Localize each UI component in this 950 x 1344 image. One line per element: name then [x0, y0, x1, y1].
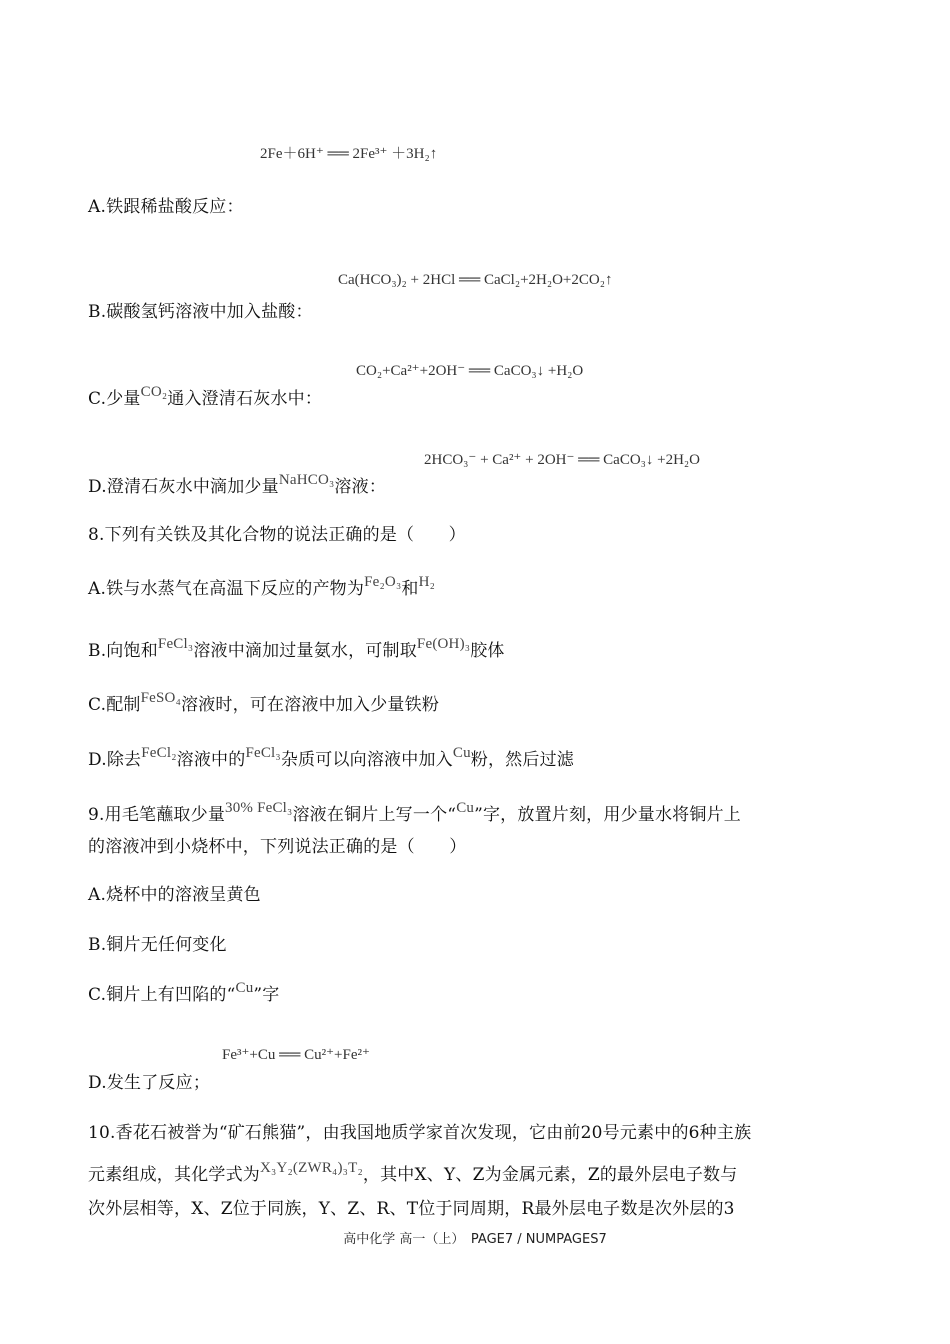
option-a-prev: A.铁跟稀盐酸反应： [88, 197, 244, 217]
formula: NaHCO₃ [278, 472, 335, 488]
formula: FeCl₃ [157, 636, 194, 652]
question-9-option-d: D.发生了反应； [88, 1073, 211, 1093]
page-footer: 高中化学 高一（上） PAGE7 / NUMPAGES7 [343, 1232, 607, 1247]
equation-co2: CO₂+Ca²⁺+2OH⁻ ══ CaCO₃↓ +H₂O [356, 363, 584, 379]
formula: Cu [456, 800, 475, 816]
question-9-option-c: C.铜片上有凹陷的“Cu”字 [88, 980, 280, 1005]
formula: FeSO₄ [140, 690, 182, 706]
question-9-option-b: B.铜片无任何变化 [88, 935, 227, 955]
formula: X₃Y₂(ZWR₄)₃T₂ [260, 1160, 363, 1176]
formula: FeCl₂ [141, 745, 177, 761]
equation-ca-hco3: Ca(HCO₃)₂ + 2HCl ══ CaCl₂+2H₂O+2CO₂↑ [338, 272, 613, 288]
question-10-line-3: 次外层相等，X、Z位于同族，Y、Z、R、T位于同周期，R最外层电子数是次外层的3 [88, 1199, 735, 1219]
formula: H₂ [418, 574, 436, 590]
formula: Fe₂O₃ [364, 574, 402, 590]
formula: CO₂ [140, 384, 168, 400]
formula: Cu [452, 745, 471, 761]
question-8-option-b: B.向饱和FeCl₃溶液中滴加过量氨水，可制取Fe(OH)₃胶体 [88, 636, 505, 661]
question-8-option-d: D.除去FeCl₂溶液中的FeCl₃杂质可以向溶液中加入Cu粉，然后过滤 [88, 745, 574, 770]
formula: Cu [235, 980, 254, 996]
question-10-line-2: 元素组成，其化学式为X₃Y₂(ZWR₄)₃T₂，其中X、Y、Z为金属元素，Z的最外层电子数与 [88, 1160, 738, 1185]
question-9-option-a: A.烧杯中的溶液呈黄色 [88, 885, 261, 905]
question-8-option-a: A.铁与水蒸气在高温下反应的产物为Fe₂O₃和H₂ [88, 574, 436, 599]
equation-fe-hcl: 2Fe＋6H⁺ ══ 2Fe³⁺ ＋3H₂↑ [260, 146, 438, 162]
question-9-line-1: 9.用毛笔蘸取少量30% FeCl₃溶液在铜片上写一个“Cu”字，放置片刻，用少量水将铜片上 [88, 800, 741, 825]
option-b-prev: B.碳酸氢钙溶液中加入盐酸： [88, 302, 313, 322]
option-d-prev: D.澄清石灰水中滴加少量NaHCO₃溶液： [88, 472, 387, 497]
question-8: 8.下列有关铁及其化合物的说法正确的是（ ） [88, 525, 466, 545]
formula: 30% FeCl₃ [225, 800, 293, 816]
option-c-prev: C.少量CO₂通入澄清石灰水中： [88, 384, 323, 409]
equation-fe3-cu: Fe³⁺+Cu ══ Cu²⁺+Fe²⁺ [222, 1047, 370, 1063]
formula: Fe(OH)₃ [416, 636, 471, 652]
question-9-line-2: 的溶液冲到小烧杯中，下列说法正确的是（ ） [88, 837, 467, 857]
formula: FeCl₃ [245, 745, 281, 761]
question-8-option-c: C.配制FeSO₄溶液时，可在溶液中加入少量铁粉 [88, 690, 440, 715]
question-10-line-1: 10.香花石被誉为“矿石熊猫”，由我国地质学家首次发现，它由前20号元素中的6种主族 [88, 1123, 752, 1143]
equation-nahco3: 2HCO₃⁻ + Ca²⁺ + 2OH⁻ ══ CaCO₃↓ +2H₂O [424, 452, 700, 468]
